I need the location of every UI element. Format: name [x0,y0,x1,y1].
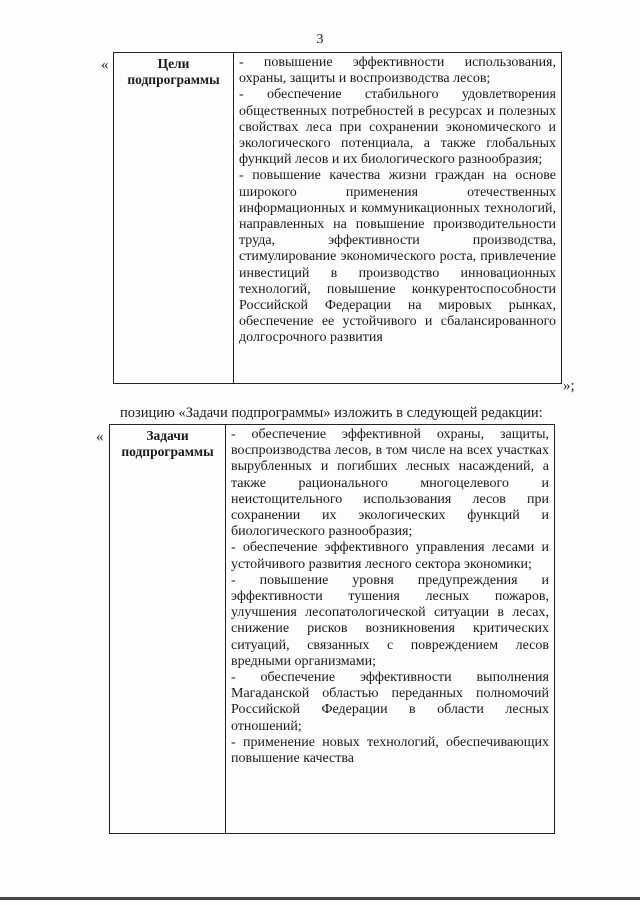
tasks-label: Задачи подпрограммы [110,425,226,834]
goals-paragraph: - повышение качества жизни граждан на основе широкого применения отечественных информационных и коммуникационных технологий, направленных на повышение производительности труда, эффективности производства, стимулирование экономического роста, привлечение инвестиций в производство инновационных технологий, повышение конкурентоспособности Российской Федерации на мировых рынках, обеспечение ее устойчивого и сбалансированного долгосрочного развития [239,168,556,346]
page-number: 3 [316,32,324,47]
tasks-table [109,424,555,834]
goals-label: Цели подпрограммы [114,53,234,384]
tasks-text [226,425,555,834]
goals-text [234,53,562,384]
opening-quote-2: « [96,429,104,445]
tasks-paragraph: - обеспечение эффективной охраны, защиты, воспроизводства лесов, в том числе на всех участках вырубленных и погибших лесных насаждений, а также рационального многоцелевого и неистощительного использования лесов при сохранении их экологических функций и биологического разнообразия; [231,427,549,540]
tasks-paragraph: - повышение уровня предупреждения и эффективности тушения лесных пожаров, улучшения лесопатологической ситуации в лесах, снижение рисков возникновения критических ситуаций, связанных с повреждением лесов вредными организмами; [231,572,549,669]
tasks-paragraph: - обеспечение эффективности выполнения Магаданской областью переданных полномочий Российской Федерации в области лесных отношений; [231,670,549,734]
tasks-paragraph: - применение новых технологий, обеспечивающих повышение качества [231,734,549,767]
goals-paragraph: - повышение эффективности использования, охраны, защиты и воспроизводства лесов; [239,55,556,87]
tasks-paragraph: - обеспечение эффективного управления лесами и устойчивого развития лесного сектора экономики; [231,540,549,572]
opening-quote-1: « [101,57,109,73]
scan-edge-line [0,897,640,900]
instruction-text: позицию «Задачи подпрограммы» изложить в следующей редакции: [120,405,543,421]
goals-table [113,52,562,384]
closing-quote: »; [563,378,575,394]
goals-paragraph: - обеспечение стабильного удовлетворения общественных потребностей в ресурсах и полезных свойствах леса при сохранении экономического и экологического потенциала, а также глобальных функций лесов и их биологического разнообразия; [239,87,556,168]
